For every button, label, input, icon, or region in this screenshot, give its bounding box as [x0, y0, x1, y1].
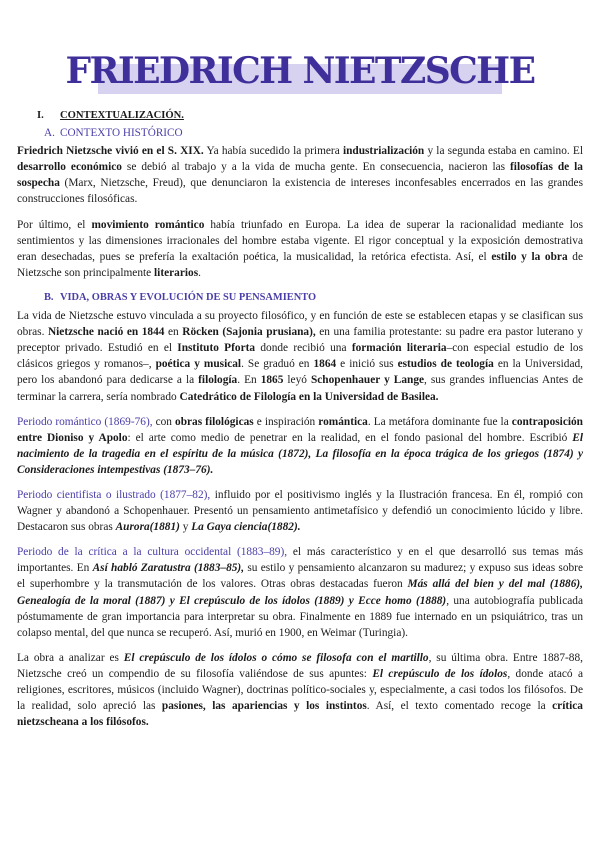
page-title: FRIEDRICH NIETZSCHE — [65, 50, 535, 92]
subheading-letter: A. — [44, 127, 55, 140]
paragraph-periodo-critica: Periodo de la crítica a la cultura occidental (1883–89), el más característico y en el que desarrolló sus temas más importantes. En Así habló Zaratustra (1883–85), su estilo y pensamiento alcanzaron su madurez; y expuso sus ideas sobre el superhombre y la transmutación de los valores. Otras obras destacadas fueron Más allá del bien y del mal (1886), Genealogía de la moral (1887) y El crepúsculo de los ídolos (1889) y Ecce homo (1888), una autobiografía publicada póstumamente de gran importancia para interpretar su obra. Finalmente en 1889 fue internado en un psiquiátrico, tras un colapso mental, del que nunca se recuperó. Así, murió en 1900, en Weimar (Turingia). — [17, 546, 583, 639]
section-title: CONTEXTUALIZACIÓN. — [60, 110, 184, 121]
section-heading-contextualizacion — [37, 108, 583, 124]
paragraph-periodo-cientifista: Periodo cientifista o ilustrado (1877–82), influido por el positivismo inglés y la Ilustración francesa. En él, rompió con Wagner y abandonó a Schopenhauer. Presentó un pensamiento antimetafísico y defendió un conocimiento lúcido y libre. Destacaron sus obras Aurora(1881) y La Gaya ciencia(1882). — [17, 488, 583, 534]
section-number: I. — [37, 110, 44, 121]
subheading-letter: B. — [44, 291, 54, 303]
subheading-title: CONTEXTO HISTÓRICO — [60, 127, 183, 140]
paragraph-context-1: Friedrich Nietzsche vivió en el S. XIX. Ya había sucedido la primera industrialización y la segunda estaba en camino. El desarrollo económico se debió al trabajo y a la vida de mucha gente. En consecuencia, nacieron las filosofías de la sospecha (Marx, Nietzsche, Freud), que denunciaron la existencia de intereses inconfesables encerrados en las grandes construcciones filosóficas. — [17, 145, 583, 206]
paragraph-context-2: Por último, el movimiento romántico había triunfado en Europa. La idea de superar la racionalidad mediante los sentimientos y las dimensiones irracionales del hombre estaba vigente. El rigor conceptual y la exposición demostrativa eran desechadas, pues se prefería la exaltación poética, la musicalidad, la retórica efectista. Así, el estilo y la obra de Nietzsche son principalmente literarios. — [17, 218, 583, 279]
paragraph-obra-analizar: La obra a analizar es El crepúsculo de los ídolos o cómo se filosofa con el martillo, su última obra. Entre 1887-88, Nietzsche creó un compendio de su filosofía valiéndose de sus apuntes: El crepúsculo de los ídolos, donde atacó a religiones, escritores, músicos (incluido Wagner), doctrinas político-sociales y, especialmente, a casi todos los filósofos. De la realidad, solo apreció las pasiones, las apariencias y los instintos. Así, el texto comentado recoge la crítica nietzscheana a los filósofos. — [17, 651, 583, 729]
document-body — [17, 108, 583, 739]
paragraph-biography: La vida de Nietzsche estuvo vinculada a su proyecto filosófico, y en función de este se establecen etapas y se clasifican sus obras. Nietzsche nació en 1844 en Röcken (Sajonia prusiana), en una familia protestante: su padre era pastor luterano y preceptor privado. Estudió en el Instituto Pforta donde recibió una formación literaria–con especial estudio de los clásicos griegos y romanos–, poética y musical. Se graduó en 1864 e inició sus estudios de teología en la Universidad, pero los abandonó para dedicarse a la filología. En 1865 leyó Schopenhauer y Lange, sus grandes influencias Antes de terminar la carrera, sería nombrado Catedrático de Filología en la Universidad de Basilea. — [17, 310, 584, 403]
subheading-title: VIDA, OBRAS Y EVOLUCIÓN DE SU PENSAMIENTO — [60, 291, 317, 303]
subheading-contexto-historico — [44, 125, 583, 141]
subheading-vida-obras — [44, 290, 583, 306]
paragraph-periodo-romantico: Periodo romántico (1869-76), con obras filológicas e inspiración romántica. La metáfora dominante fue la contraposición entre Dioniso y Apolo: el arte como medio de penetrar en la realidad, en el fondo pasional del hombre. Escribió El nacimiento de la tragedia en el espíritu de la música (1872), La filosofía en la época trágica de los griegos (1874) y Consideraciones intempestivas (1873–76). — [17, 415, 583, 476]
